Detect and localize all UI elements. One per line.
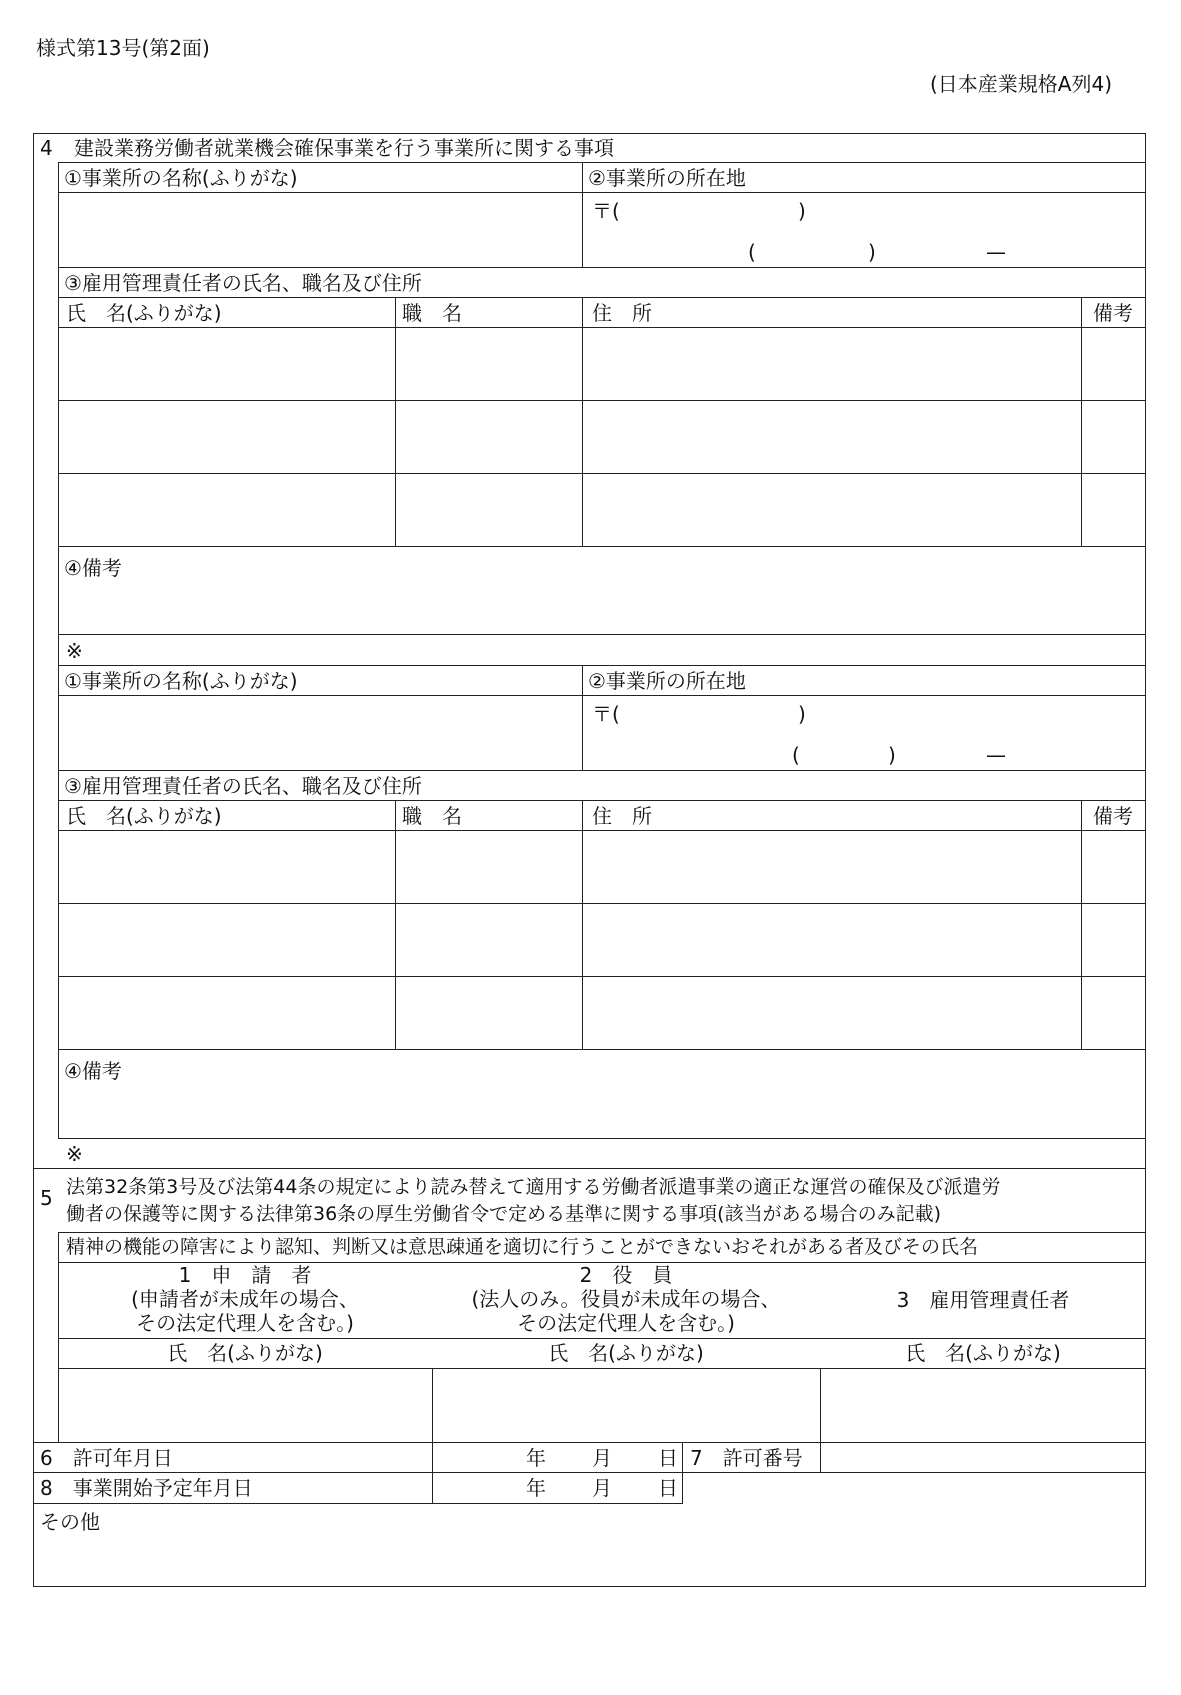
manager-name-cell[interactable]	[60, 402, 393, 472]
day-unit: 日	[658, 1446, 678, 1470]
month-unit: 月	[592, 1476, 612, 1500]
manager-remarks-cell[interactable]	[1083, 402, 1143, 472]
officer-name-header: 氏 名(ふりがな)	[548, 1341, 704, 1365]
manager-position-cell[interactable]	[397, 832, 580, 902]
remarks-label: ④備考	[64, 556, 122, 580]
office-location-label: ②事業所の所在地	[588, 166, 746, 190]
col-remarks-header: 備考	[1093, 301, 1133, 325]
remarks-label: ④備考	[64, 1059, 122, 1083]
section4-number: 4	[40, 136, 53, 160]
applicant-column-title: 1 申 請 者	[178, 1263, 312, 1287]
form-number: 様式第13号(第2面)	[36, 36, 210, 60]
manager-address-cell[interactable]	[584, 475, 1079, 545]
manager-column-title: 3 雇用管理責任者	[896, 1288, 1070, 1312]
manager-remarks-cell[interactable]	[1083, 905, 1143, 975]
phone-dash: —	[986, 240, 1006, 264]
manager-name-cell[interactable]	[60, 905, 393, 975]
officer-column-title: 2 役 員	[579, 1263, 673, 1287]
postal-close: )	[798, 199, 806, 223]
manager-address-cell[interactable]	[584, 402, 1079, 472]
manager-address-cell[interactable]	[584, 832, 1079, 902]
applicant-column-note: その法定代理人を含む。)	[136, 1311, 354, 1335]
year-unit: 年	[526, 1446, 546, 1470]
phone-close: )	[868, 240, 876, 264]
phone-close: )	[888, 743, 896, 767]
office-location-field[interactable]	[584, 697, 1144, 769]
postal-mark: 〒(	[592, 702, 620, 726]
manager-name-cell[interactable]	[60, 978, 393, 1048]
manager-address-cell[interactable]	[584, 905, 1079, 975]
postal-mark: 〒(	[592, 199, 620, 223]
note-mark: ※	[66, 1142, 83, 1166]
officer-column-note: その法定代理人を含む。)	[517, 1311, 735, 1335]
phone-open: (	[792, 743, 800, 767]
office-name-label: ①事業所の名称(ふりがな)	[64, 166, 298, 190]
manager-name-cell[interactable]	[60, 475, 393, 545]
permit-date-label: 6 許可年月日	[40, 1446, 173, 1470]
business-start-date-label: 8 事業開始予定年月日	[40, 1476, 253, 1500]
manager-remarks-cell[interactable]	[1083, 832, 1143, 902]
manager-name-cell[interactable]	[60, 832, 393, 902]
remarks-field[interactable]	[60, 1083, 1144, 1135]
applicant-name-field[interactable]	[60, 1370, 430, 1440]
other-field[interactable]	[35, 1534, 1143, 1584]
manager-name-cell[interactable]	[60, 329, 393, 399]
manager-remarks-cell[interactable]	[1083, 475, 1143, 545]
manager-title: ③雇用管理責任者の氏名、職名及び住所	[64, 774, 422, 798]
manager-title: ③雇用管理責任者の氏名、職名及び住所	[64, 271, 422, 295]
other-label: その他	[40, 1510, 100, 1534]
permit-number-field[interactable]	[822, 1444, 1144, 1471]
col-name-header: 氏 名(ふりがな)	[66, 301, 222, 325]
col-remarks-header: 備考	[1093, 804, 1133, 828]
col-position-header: 職 名	[402, 301, 462, 325]
phone-open: (	[748, 240, 756, 264]
section5-subheading: 精神の機能の障害により認知、判断又は意思疎通を適切に行うことができないおそれがある者及びその氏名	[66, 1236, 979, 1258]
manager-name-header: 氏 名(ふりがな)	[905, 1341, 1061, 1365]
manager-remarks-cell[interactable]	[1083, 329, 1143, 399]
manager-position-cell[interactable]	[397, 978, 580, 1048]
officer-name-field[interactable]	[434, 1370, 818, 1440]
col-position-header: 職 名	[402, 804, 462, 828]
month-unit: 月	[592, 1446, 612, 1470]
postal-close: )	[798, 702, 806, 726]
phone-dash: —	[986, 743, 1006, 767]
col-address-header: 住 所	[592, 804, 652, 828]
applicant-column-note: (申請者が未成年の場合、	[131, 1287, 359, 1311]
col-name-header: 氏 名(ふりがな)	[66, 804, 222, 828]
manager-address-cell[interactable]	[584, 329, 1079, 399]
section5-text-line1: 法第32条第3号及び法第44条の規定により読み替えて適用する労働者派遣事業の適正な運営の確保及び派遣労	[66, 1176, 1001, 1198]
office-name-field[interactable]	[60, 194, 580, 266]
col-address-header: 住 所	[592, 301, 652, 325]
officer-column-note: (法人のみ。役員が未成年の場合、	[471, 1287, 781, 1311]
section5-number: 5	[40, 1186, 53, 1210]
manager-remarks-cell[interactable]	[1083, 978, 1143, 1048]
section4-title: 建設業務労働者就業機会確保事業を行う事業所に関する事項	[74, 136, 614, 160]
office-name-field[interactable]	[60, 697, 580, 769]
manager-position-cell[interactable]	[397, 402, 580, 472]
permit-number-label: 7 許可番号	[690, 1446, 803, 1470]
office-location-field[interactable]	[584, 194, 1144, 266]
manager-name-field[interactable]	[822, 1370, 1144, 1440]
section5-text-line2: 働者の保護等に関する法律第36条の厚生労働省令で定める基準に関する事項(該当がある場合のみ記載)	[66, 1203, 942, 1225]
office-location-label: ②事業所の所在地	[588, 669, 746, 693]
note-mark: ※	[66, 639, 83, 663]
manager-position-cell[interactable]	[397, 329, 580, 399]
applicant-name-header: 氏 名(ふりがな)	[167, 1341, 323, 1365]
day-unit: 日	[658, 1476, 678, 1500]
manager-address-cell[interactable]	[584, 978, 1079, 1048]
remarks-field[interactable]	[60, 580, 1144, 632]
manager-position-cell[interactable]	[397, 905, 580, 975]
office-name-label: ①事業所の名称(ふりがな)	[64, 669, 298, 693]
paper-size-note: (日本産業規格A列4)	[930, 72, 1113, 96]
year-unit: 年	[526, 1476, 546, 1500]
manager-position-cell[interactable]	[397, 475, 580, 545]
